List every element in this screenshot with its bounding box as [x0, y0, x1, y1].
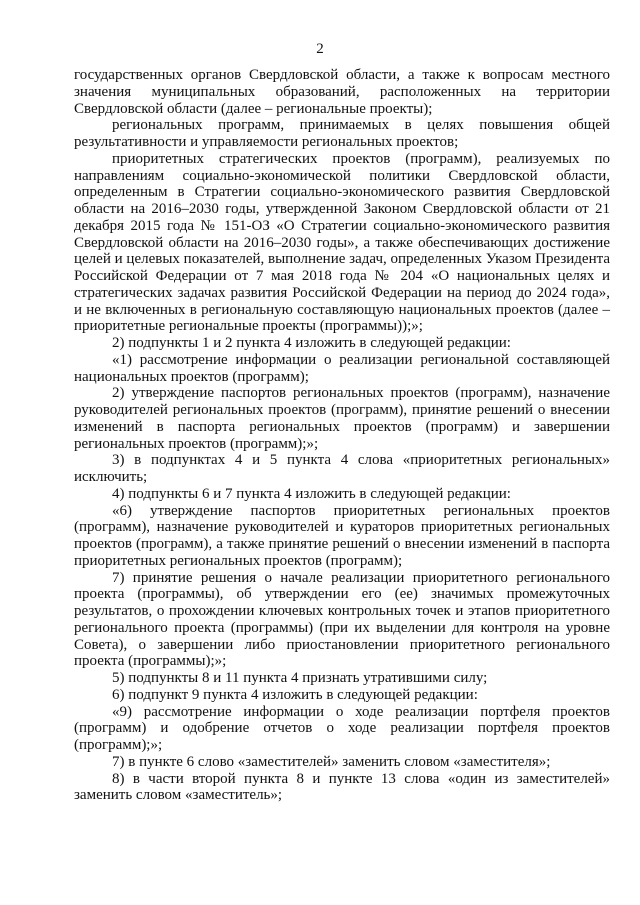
paragraph: 6) подпункт 9 пункта 4 изложить в следующей редакции: — [112, 686, 478, 703]
document-body — [74, 67, 610, 804]
paragraph: приоритетных стратегических проектов (программ), реализуемых по направлениям социально-экономической политики Свердловской области, определенным в Стратегии социально-экономического развития Свердловской области на 2016–2030 годы, утвержденной Законом Свердловской области от 21 декабря 2015 года № 151-ОЗ «О Стратегии социально-экономического развития Свердловской области на 2016–2030 годы», а также обеспечивающих достижение целей и целевых показателей, выполнение задач, определенных Указом Президента Российской Федерации от 7 мая 2018 года № 204 «О национальных целях и стратегических задачах развития Российской Федерации на период до 2024 года», и не включенных в региональную составляющую национальных проектов (далее – приоритетные региональные проекты (программы));»; — [74, 150, 610, 335]
paragraph: 4) подпункты 6 и 7 пункта 4 изложить в следующей редакции: — [112, 485, 511, 502]
paragraph: «9) рассмотрение информации о ходе реализации портфеля проектов (программ) и одобрение отчетов о ходе реализации портфеля проектов (программ);»; — [74, 703, 610, 753]
paragraph: 2) подпункты 1 и 2 пункта 4 изложить в следующей редакции: — [112, 335, 511, 351]
paragraph: 3) в подпунктах 4 и 5 пункта 4 слова «приоритетных региональных» исключить; — [74, 452, 610, 485]
paragraph: «1) рассмотрение информации о реализации региональной составляющей национальных проектов (программ); — [74, 351, 610, 385]
paragraph: «6) утверждение паспортов приоритетных региональных проектов (программ), назначение руководителей и кураторов приоритетных региональных проектов (программ), а также принятие решений о внесении изменений в паспорта приоритетных региональных проектов (программ); — [74, 502, 610, 569]
paragraph: региональных программ, принимаемых в целях повышения общей результативности и управляемости региональных проектов; — [74, 117, 610, 150]
paragraph: 8) в части второй пункта 8 и пункте 13 слова «один из заместителей» заменить словом «заместитель»; — [74, 770, 610, 804]
paragraph: государственных органов Свердловской области, а также к вопросам местного значения муниципальных образований, расположенных на территории Свердловской области (далее – региональные проекты); — [74, 67, 610, 117]
paragraph: 2) утверждение паспортов региональных проектов (программ), назначение руководителей региональных проектов (программ), принятие решений о внесении изменений в паспорта региональных проектов (программ) и завершении региональных проектов (программ);»; — [74, 385, 610, 452]
paragraph: 5) подпункты 8 и 11 пункта 4 признать утратившими силу; — [112, 670, 488, 686]
paragraph: 7) в пункте 6 слово «заместителей» заменить словом «заместителя»; — [112, 753, 551, 770]
page-number: 2 — [316, 41, 324, 57]
paragraph: 7) принятие решения о начале реализации приоритетного регионального проекта (программы), об утверждении его (ее) значимых промежуточных результатов, о прохождении ключевых контрольных точек и этапов приоритетного регионального проекта (программы) (при их выделении для контроля на уровне Совета), о завершении либо приостановлении приоритетного регионального проекта (программы);»; — [74, 569, 610, 670]
